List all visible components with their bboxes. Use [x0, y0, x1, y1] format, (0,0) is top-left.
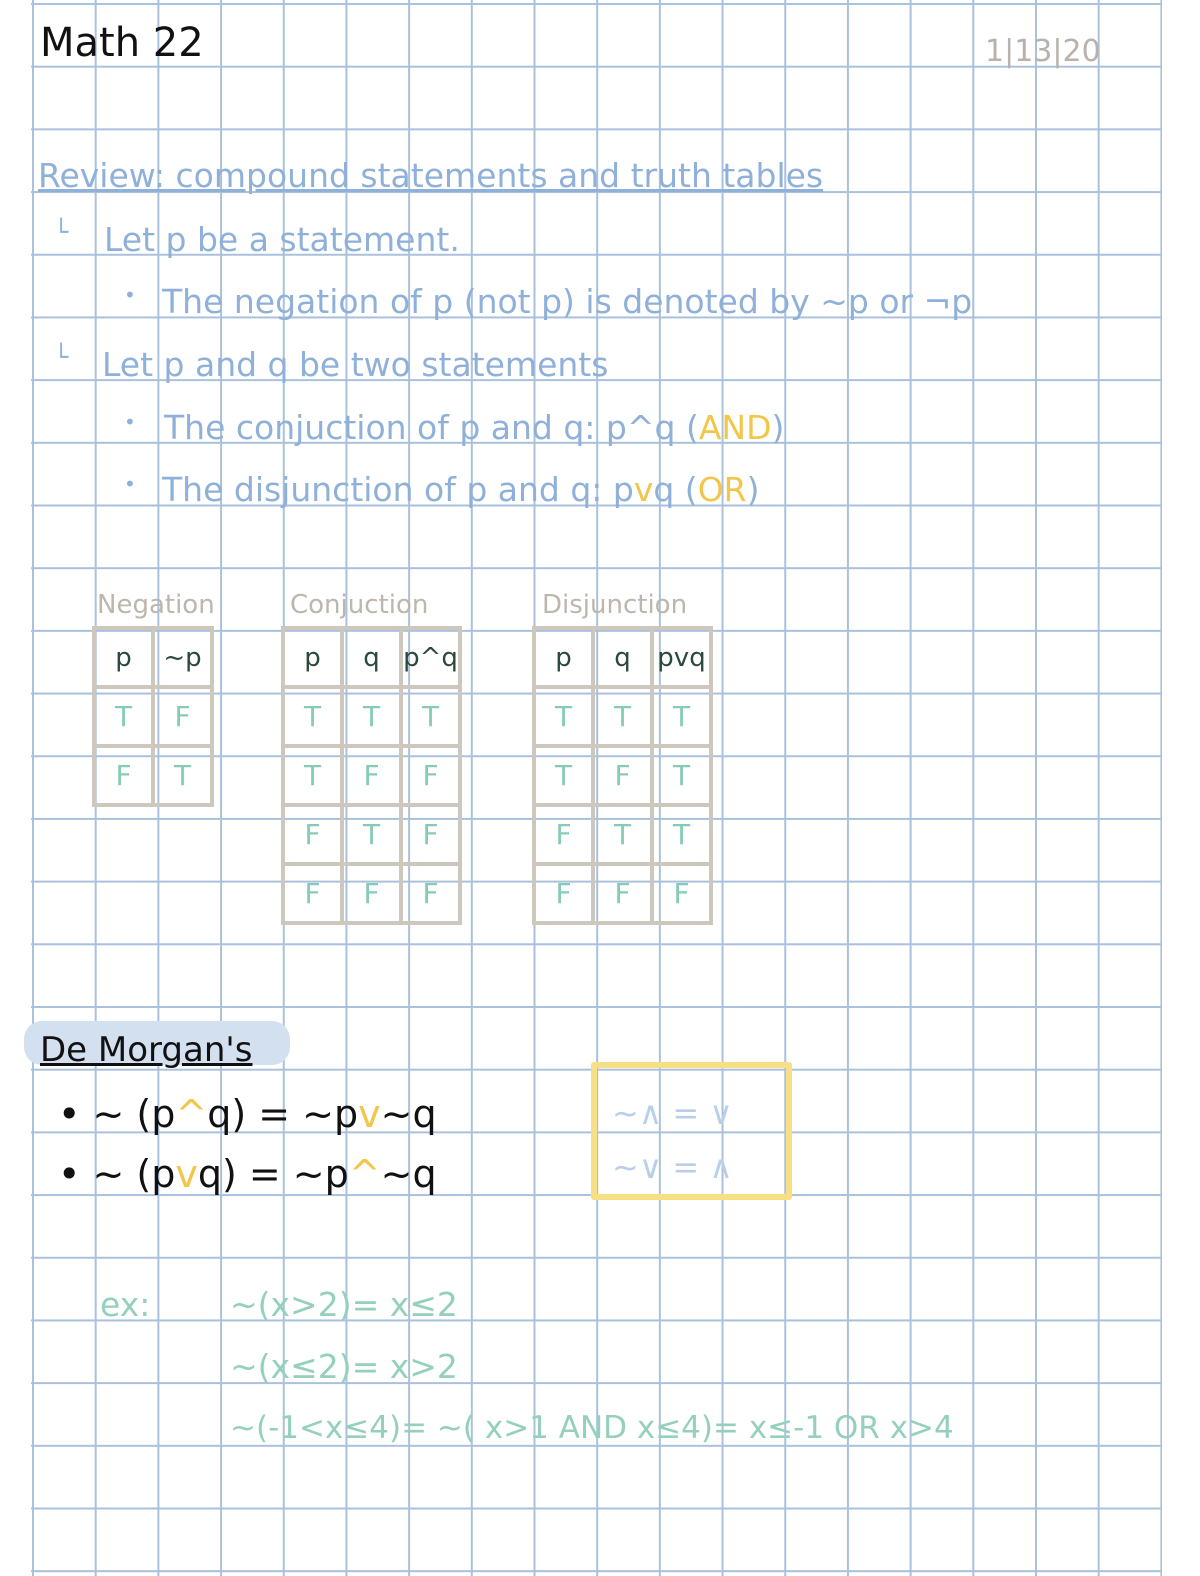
bullet-icon: • — [124, 410, 136, 434]
table-header: pvq — [652, 628, 711, 687]
table-cell: T — [534, 687, 593, 746]
table-cell: T — [342, 805, 401, 864]
review-line-conjunction: The conjuction of p and q: p^q (AND) — [164, 408, 785, 447]
table-cell: F — [593, 746, 652, 805]
example-2: ~(x≤2)= x>2 — [230, 1347, 458, 1386]
table-header: q — [593, 628, 652, 687]
review-line-negation: The negation of p (not p) is denoted by ~p or ¬p — [162, 282, 973, 321]
table-cell: F — [94, 746, 153, 805]
table-header: p^q — [401, 628, 460, 687]
review-heading: Review: compound statements and truth tables — [38, 156, 824, 195]
table-header: ~p — [153, 628, 212, 687]
table-cell: T — [401, 687, 460, 746]
table-cell: T — [153, 746, 212, 805]
table-cell: T — [593, 805, 652, 864]
table-cell: F — [342, 864, 401, 923]
table-cell: F — [342, 746, 401, 805]
review-line-statement: Let p be a statement. — [104, 220, 460, 259]
table-cell: T — [652, 805, 711, 864]
table-header: p — [94, 628, 153, 687]
table-cell: F — [283, 864, 342, 923]
table-header: p — [534, 628, 593, 687]
table-cell: F — [401, 746, 460, 805]
disjunction-truth-table — [532, 626, 713, 925]
table-cell: F — [283, 805, 342, 864]
example-label: ex: — [100, 1285, 151, 1324]
or-symbol: v — [175, 1152, 198, 1196]
and-symbol: ^ — [175, 1092, 208, 1136]
table-cell: T — [593, 687, 652, 746]
summary-line-1: ~∧ = ∨ — [612, 1094, 733, 1132]
or-symbol: v — [358, 1092, 381, 1136]
demorgan-law-2: • ~ (pvq) = ~p^~q — [58, 1152, 437, 1196]
table-cell: F — [534, 864, 593, 923]
table-cell: F — [401, 864, 460, 923]
table-cell: T — [94, 687, 153, 746]
demorgan-law-1: • ~ (p^q) = ~pv~q — [58, 1092, 437, 1136]
sub-arrow-icon: └ — [54, 218, 69, 246]
table-cell: T — [342, 687, 401, 746]
table-cell: F — [593, 864, 652, 923]
example-3: ~(-1<x≤4)= ~( x>1 AND x≤4)= x≤-1 OR x>4 — [230, 1410, 954, 1446]
table-cell: F — [652, 864, 711, 923]
disjunction-table-label: Disjunction — [542, 590, 688, 620]
or-highlight: OR — [697, 470, 747, 509]
or-symbol: v — [633, 470, 654, 509]
review-line-disjunction: The disjunction of p and q: pvq (OR) — [162, 470, 760, 509]
example-1: ~(x>2)= x≤2 — [230, 1285, 458, 1324]
table-cell: T — [534, 746, 593, 805]
demorgan-heading: De Morgan's — [40, 1030, 253, 1070]
bullet-icon: • — [124, 472, 136, 496]
table-cell: T — [283, 687, 342, 746]
sub-arrow-icon: └ — [54, 343, 69, 371]
bullet-icon: • — [124, 283, 136, 307]
and-highlight: AND — [698, 408, 772, 447]
table-cell: F — [401, 805, 460, 864]
table-cell: T — [652, 746, 711, 805]
negation-table-label: Negation — [97, 590, 215, 620]
review-line-two-statements: Let p and q be two statements — [102, 345, 609, 384]
page-title: Math 22 — [40, 20, 204, 66]
page-left-margin — [0, 0, 31, 1576]
conjunction-truth-table — [281, 626, 462, 925]
table-cell: F — [534, 805, 593, 864]
summary-line-2: ~∨ = ∧ — [612, 1148, 733, 1186]
and-symbol: ^ — [348, 1152, 381, 1196]
table-cell: F — [153, 687, 212, 746]
table-header: q — [342, 628, 401, 687]
conjunction-table-label: Conjuction — [290, 590, 429, 620]
table-cell: T — [283, 746, 342, 805]
table-header: p — [283, 628, 342, 687]
page-right-margin — [1162, 0, 1200, 1576]
table-cell: T — [652, 687, 711, 746]
note-date: 1|13|20 — [985, 34, 1101, 69]
negation-truth-table — [92, 626, 214, 807]
